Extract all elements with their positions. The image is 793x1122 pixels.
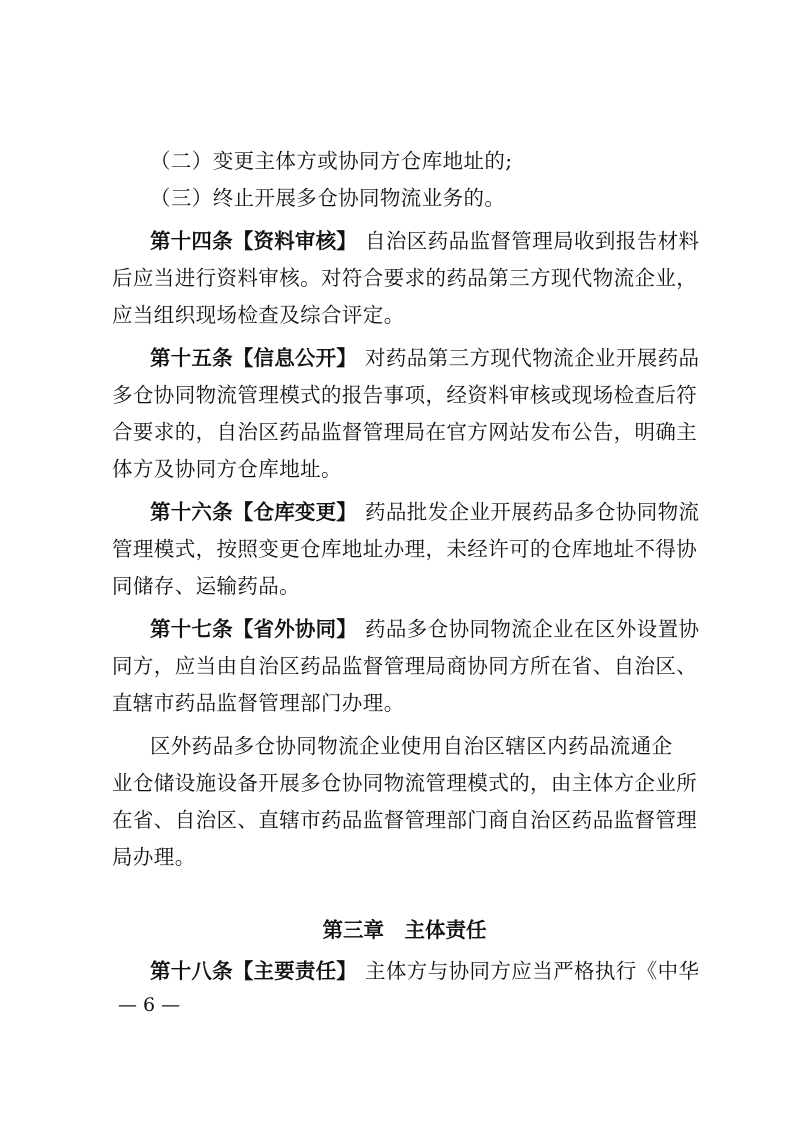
document-body bbox=[112, 143, 700, 990]
article-16-text-1: 药品批发企业开展药品多仓协同物流 bbox=[365, 500, 700, 524]
article-14-line-3: 应当组织现场检查及综合评定。 bbox=[112, 303, 405, 327]
article-14 bbox=[112, 223, 700, 334]
section-spacer bbox=[112, 876, 697, 912]
article-17-p2-line-1: 区外药品多仓协同物流企业使用自治区辖区内药品流通企 bbox=[150, 734, 673, 758]
article-17-p2-line-3: 在省、自治区、直辖市药品监督管理部门商自治区药品监督管理 bbox=[112, 808, 698, 832]
article-15-line-2: 多仓协同物流管理模式的报告事项，经资料审核或现场检查后符 bbox=[112, 383, 698, 407]
article-16 bbox=[112, 494, 700, 605]
article-15-line-1 bbox=[112, 340, 700, 377]
article-16-heading: 第十六条【仓库变更】 bbox=[150, 500, 357, 524]
chapter-title: 第三章 主体责任 bbox=[322, 918, 487, 942]
article-17-heading: 第十七条【省外协同】 bbox=[150, 617, 357, 641]
article-16-line-1 bbox=[112, 494, 700, 531]
article-17-line-3: 直辖市药品监督管理部门办理。 bbox=[112, 691, 405, 715]
article-17 bbox=[112, 611, 700, 722]
article-15-heading: 第十五条【信息公开】 bbox=[150, 346, 357, 370]
article-18 bbox=[112, 953, 700, 990]
article-17-line-1 bbox=[112, 611, 700, 648]
page-number: — 6 — bbox=[118, 994, 181, 1016]
list-item-two: （二）变更主体方或协同方仓库地址的; bbox=[150, 149, 513, 173]
list-item-three: （三）终止开展多仓协同物流业务的。 bbox=[150, 186, 506, 210]
article-14-heading: 第十四条【资料审核】 bbox=[150, 229, 357, 253]
article-17-p2-line-2: 业仓储设施设备开展多仓协同物流管理模式的，由主体方企业所 bbox=[112, 771, 698, 795]
article-17-p2-line-4: 局办理。 bbox=[112, 845, 196, 869]
article-14-text-1: 自治区药品监督管理局收到报告材料 bbox=[365, 229, 700, 253]
article-15-line-3: 合要求的，自治区药品监督管理局在官方网站发布公告，明确主 bbox=[112, 420, 698, 444]
article-16-line-2: 管理模式，按照变更仓库地址办理，未经许可的仓库地址不得协 bbox=[112, 537, 698, 561]
article-16-line-3: 同储存、运输药品。 bbox=[112, 574, 301, 598]
article-18-heading: 第十八条【主要责任】 bbox=[150, 959, 357, 983]
article-15 bbox=[112, 340, 700, 488]
article-17-paragraph-2 bbox=[112, 728, 697, 876]
article-18-line-1 bbox=[112, 953, 700, 990]
article-17-line-2: 同方，应当由自治区药品监督管理局商协同方所在省、自治区、 bbox=[112, 654, 698, 678]
article-18-text-1: 主体方与协同方应当严格执行《中华 bbox=[365, 959, 700, 983]
article-15-line-4: 体方及协同方仓库地址。 bbox=[112, 457, 342, 481]
article-17-text-1: 药品多仓协同物流企业在区外设置协 bbox=[365, 617, 700, 641]
article-15-text-1: 对药品第三方现代物流企业开展药品 bbox=[365, 346, 700, 370]
article-14-line-2: 后应当进行资料审核。对符合要求的药品第三方现代物流企业， bbox=[112, 266, 698, 290]
article-14-line-1 bbox=[112, 223, 700, 260]
